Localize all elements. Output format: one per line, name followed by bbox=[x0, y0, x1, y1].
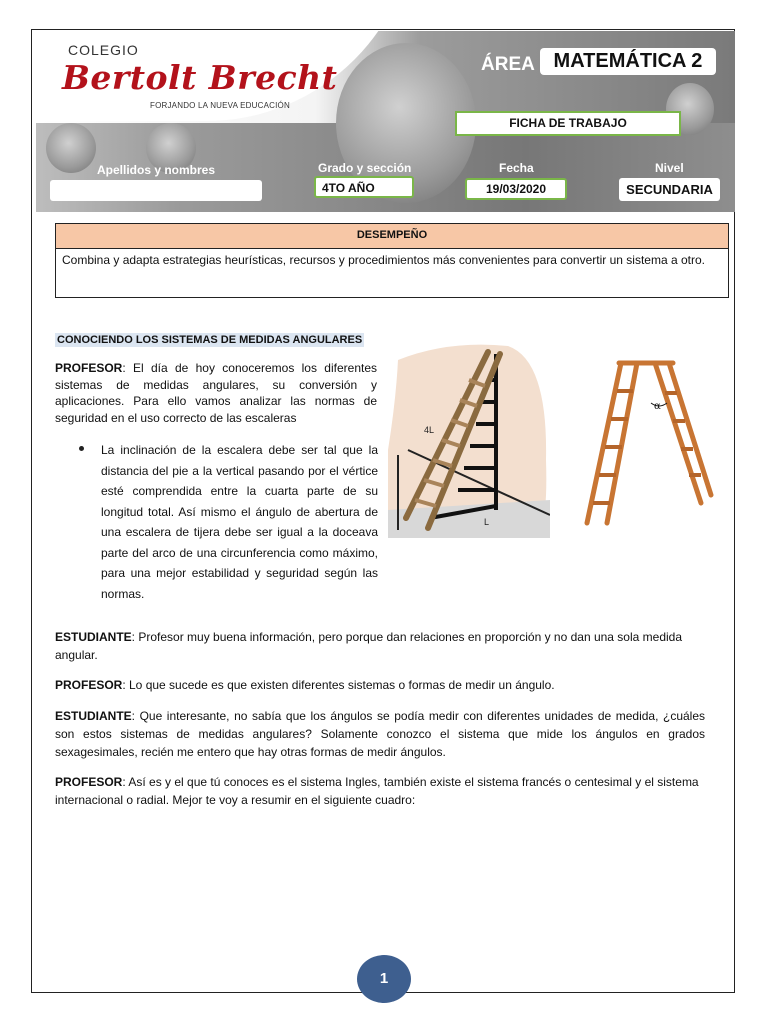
logo-tagline: FORJANDO LA NUEVA EDUCACIÓN bbox=[150, 101, 290, 110]
leaning-ladder-illustration bbox=[388, 340, 550, 538]
grado-label: Grado y sección bbox=[318, 161, 412, 175]
step-ladder-illustration bbox=[573, 345, 718, 550]
ladder-base-label: L bbox=[484, 517, 490, 527]
apellidos-label: Apellidos y nombres bbox=[97, 163, 216, 177]
apellidos-field[interactable] bbox=[50, 180, 262, 201]
estudiante-question-1 bbox=[55, 628, 715, 664]
safety-rule-bullet: La inclinación de la escalera debe ser tal que la distancia del pie a la vertical pasando por el vértice esté comprendida entre la cuarta parte de su longitud total. Así mismo el ángulo de abertura de una escalera de tijera debe ser igual a la doceava parte del arco de una circunferencia como máximo, para una mejor estabilidad y seguridad según las normas. bbox=[101, 443, 378, 601]
desempeno-table bbox=[55, 223, 729, 298]
section-title: CONOCIENDO LOS SISTEMAS DE MEDIDAS ANGULARES bbox=[57, 334, 363, 346]
nivel-label: Nivel bbox=[655, 161, 684, 175]
dialogue-text: : El día de hoy conoceremos los diferentes sistemas de medidas angulares, su conversión y aplicaciones. Para ello vamos analizar las normas de seguridad en el uso correcto de las escaleras bbox=[55, 361, 377, 425]
desempeno-text: Combina y adapta estrategias heurísticas, recursos y procedimientos más convenientes para convertir un sistema a otro. bbox=[62, 253, 705, 267]
speaker-label: PROFESOR bbox=[55, 678, 123, 692]
page-number-badge: 1 bbox=[357, 955, 411, 1003]
dialogue-text: : Profesor muy buena información, pero porque dan relaciones en proporción y no dan una sola medida angular. bbox=[55, 630, 683, 662]
speaker-label: ESTUDIANTE bbox=[55, 709, 132, 723]
area-label: ÁREA bbox=[481, 54, 535, 75]
nivel-field[interactable]: SECUNDARIA bbox=[619, 178, 720, 201]
fecha-field[interactable]: 19/03/2020 bbox=[465, 178, 567, 200]
profesor-answer-2 bbox=[55, 773, 715, 809]
bullet-icon bbox=[79, 446, 84, 451]
area-value: MATEMÁTICA 2 bbox=[540, 48, 716, 75]
dialogue-text: : Así es y el que tú conoces es el sistema Ingles, también existe el sistema francés o centesimal y el sistema internacional o radial. Mejor te voy a resumir en el siguiente cuadro: bbox=[55, 775, 699, 807]
dialogue-text: : Que interesante, no sabía que los ángulos se podía medir con diferentes unidades de medida, ¿cuáles son estos sistemas de medidas angulares? Solamente conozco el sistema que mide los ángulos en grados sexagesimales, recién me entero que hay otras formas de medir ángulos. bbox=[55, 709, 705, 759]
school-logo: Bertolt Brecht bbox=[62, 58, 338, 97]
fecha-label: Fecha bbox=[499, 161, 534, 175]
speaker-label: PROFESOR bbox=[55, 775, 123, 789]
speaker-label: ESTUDIANTE bbox=[55, 630, 132, 644]
speaker-label: PROFESOR bbox=[55, 361, 123, 375]
profesor-answer-1 bbox=[55, 677, 715, 694]
dialogue-text: : Lo que sucede es que existen diferentes sistemas o formas de medir un ángulo. bbox=[122, 678, 555, 692]
grado-field[interactable]: 4TO AÑO bbox=[314, 176, 414, 198]
angle-alpha-label: α bbox=[654, 401, 661, 412]
ladder-length-label: 4L bbox=[424, 425, 435, 435]
estudiante-question-2 bbox=[55, 707, 705, 761]
worksheet-title: FICHA DE TRABAJO bbox=[455, 111, 681, 136]
logo-colegio: COLEGIO bbox=[68, 42, 139, 58]
desempeno-title: DESEMPEÑO bbox=[56, 224, 728, 249]
student-photo bbox=[46, 123, 96, 173]
profesor-intro bbox=[55, 360, 377, 426]
